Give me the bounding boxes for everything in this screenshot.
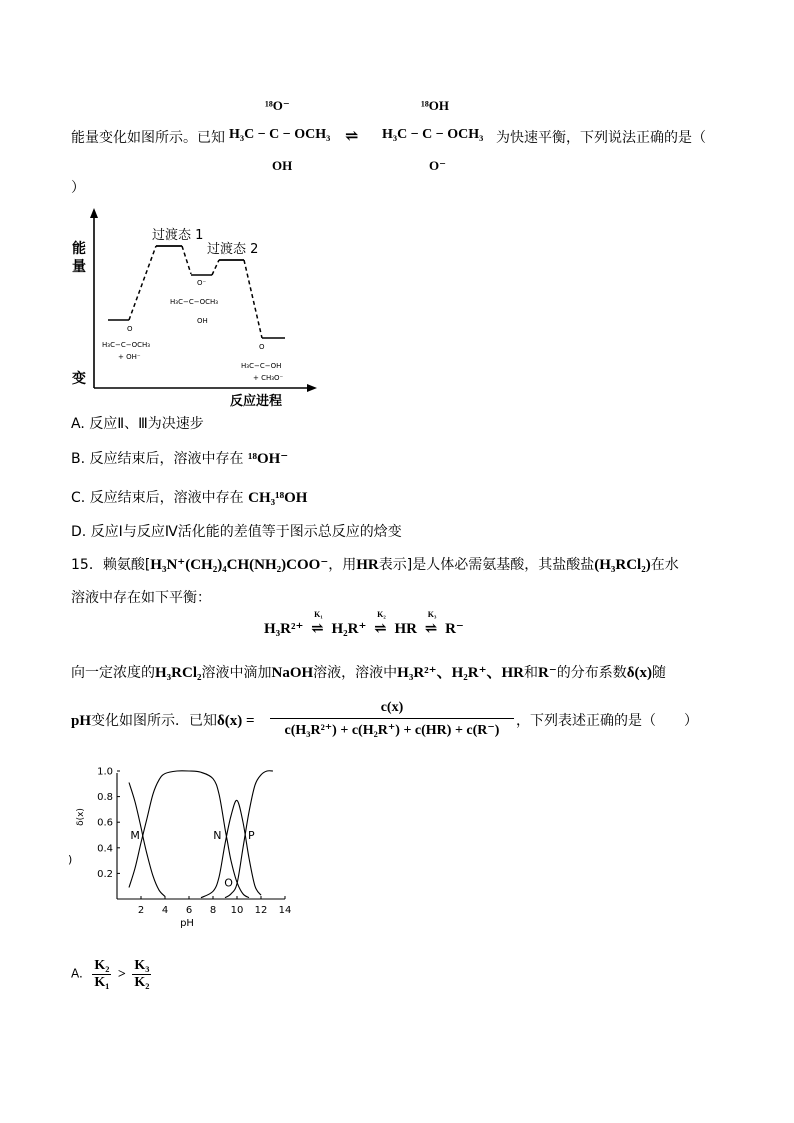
- lhs-numerator: K₂: [94, 958, 110, 973]
- fraction-numerator: c(x): [270, 700, 514, 719]
- product-line2: H₃C−C−OH: [241, 362, 282, 370]
- path-3: [212, 260, 219, 275]
- y-label-bottom: 变: [72, 371, 86, 387]
- q15-mid2: 表示]是人体必需氨基酸，其盐酸盐: [378, 557, 595, 573]
- reactant-line1: O: [127, 325, 133, 333]
- l3e: 随: [652, 665, 667, 681]
- l3b: 溶液中滴加: [201, 665, 272, 681]
- ts1-label: 过渡态 1: [152, 228, 204, 243]
- rhs-denominator: K₂: [134, 975, 150, 990]
- option-c-letter: C.: [71, 490, 86, 506]
- option-b: [71, 449, 288, 469]
- l4a: 变化如图所示．已知: [91, 713, 218, 729]
- option-a-letter: A.: [71, 416, 85, 432]
- option-a-text: 反应Ⅱ、Ⅲ为决速步: [89, 416, 204, 432]
- y-label-top-1: 能: [72, 241, 86, 257]
- product-line1: O: [259, 343, 265, 351]
- option-a: [71, 414, 204, 434]
- rhs-numerator: K₃: [134, 958, 150, 973]
- species-hr: HR: [394, 621, 417, 637]
- q15-tail: 在水: [650, 557, 679, 573]
- intro-suffix: 为快速平衡，下列说法正确的是（: [496, 130, 706, 146]
- l3-salt: H₃RCl₂: [155, 665, 202, 681]
- q15-option-a-letter: A.: [71, 966, 83, 981]
- x-axis-label: pH: [180, 918, 194, 929]
- x-axis-arrow: [307, 384, 317, 392]
- q15-mid: ，用: [328, 557, 357, 573]
- species-r: R⁻: [445, 621, 464, 637]
- k1-label: K₁: [314, 610, 323, 619]
- l3d: 的分布系数: [556, 665, 627, 681]
- l3-r: R⁻: [538, 665, 557, 681]
- option-c-text: 反应结束后，溶液中存在: [89, 490, 244, 506]
- option-d-letter: D.: [71, 524, 87, 540]
- path-2: [182, 246, 191, 274]
- ts2-label: 过渡态 2: [207, 242, 259, 257]
- x-axis-label: 反应进程: [230, 394, 283, 409]
- lhs-denominator: K₁: [94, 975, 110, 990]
- right-structure-top: ¹⁸OH: [421, 98, 450, 113]
- point-label-o: O: [224, 876, 233, 890]
- l3-delta: δ(x): [626, 665, 653, 681]
- q15-option-a: [71, 958, 151, 991]
- option-d-text: 反应Ⅰ与反应Ⅳ活化能的差值等于图示总反应的焓变: [90, 524, 402, 540]
- q15-line1: [71, 555, 679, 575]
- intro-close-paren: ）: [71, 180, 85, 196]
- left-structure-bottom: OH: [272, 158, 293, 173]
- l3-naoh: NaOH: [271, 665, 314, 681]
- y-tick-label: 1.0: [97, 766, 113, 778]
- q15-line2: 溶液中存在如下平衡：: [71, 590, 211, 606]
- left-structure-main: H₃C − C − OCH₃: [229, 127, 331, 142]
- species-h3r: H₃R²⁺: [264, 621, 304, 637]
- path-4: [244, 260, 262, 338]
- intro-prefix: 能量变化如图所示。已知: [71, 130, 225, 146]
- x-tick-label: 10: [230, 905, 244, 916]
- l3a: 向一定浓度的: [71, 665, 155, 681]
- k2-label: K₂: [377, 610, 386, 619]
- point-label-n: N: [213, 829, 222, 842]
- axis-left-mark: ): [68, 853, 73, 866]
- fraction: [270, 700, 514, 739]
- q15-line4-left: [71, 711, 255, 731]
- x-tick-label: 6: [185, 905, 193, 916]
- x-tick-label: 14: [278, 905, 292, 916]
- l3c: 溶液，溶液中: [313, 665, 398, 681]
- q15-equilibrium: [264, 610, 464, 638]
- comparison-op: >: [117, 966, 126, 982]
- eq-arrow-1: ⇌: [311, 621, 324, 637]
- k3-label: K₃: [427, 610, 437, 619]
- right-structure-bottom: O⁻: [429, 158, 446, 173]
- y-tick-label: 0.2: [97, 868, 113, 880]
- option-b-formula: ¹⁸OH⁻: [247, 451, 289, 467]
- intermediate-line1: O⁻: [197, 279, 207, 287]
- l4-ph: pH: [71, 713, 92, 729]
- q15-salt: (H₃RCl₂): [594, 557, 651, 573]
- path-1: [129, 246, 156, 320]
- equilibrium-arrow: ⇌: [345, 128, 359, 145]
- y-axis-arrow: [90, 208, 98, 218]
- q15-lysine-formula: H₃N⁺(CH₂)₄CH(NH₂)COO⁻: [150, 557, 329, 573]
- eq-arrow-2: ⇌: [374, 621, 387, 637]
- distribution-chart: [60, 765, 300, 935]
- y-label-top-2: 量: [72, 259, 86, 275]
- delta-lhs: δ(x) =: [217, 713, 255, 729]
- y-axis-label: δ(x): [76, 808, 86, 826]
- chart-axes: [68, 767, 291, 930]
- option-b-letter: B.: [71, 451, 86, 467]
- product-line3: + CH₃O⁻: [253, 374, 284, 382]
- l3-and: 和: [524, 665, 538, 681]
- species-h2r: H₂R⁺: [331, 621, 367, 637]
- y-tick-label: 0.8: [97, 792, 113, 804]
- left-structure-top: ¹⁸O⁻: [265, 98, 290, 113]
- right-structure-main: H₃C − C − OCH₃: [382, 127, 484, 142]
- option-d: [71, 522, 402, 542]
- option-c: [71, 488, 307, 508]
- option-c-formula: CH₃¹⁸OH: [248, 490, 308, 506]
- energy-diagram: [66, 205, 326, 410]
- eq-arrow-3: ⇌: [424, 621, 438, 637]
- y-tick-label: 0.4: [97, 843, 113, 855]
- reactant-line3: + OH⁻: [118, 353, 141, 361]
- x-tick-label: 4: [161, 905, 169, 916]
- intermediate-line2: H₃C−C−OCH₃: [170, 298, 219, 306]
- y-tick-label: 0.6: [97, 817, 113, 829]
- q15-number: 15．赖氨酸[: [71, 557, 151, 573]
- l3-species: H₃R²⁺、H₂R⁺、HR: [397, 665, 524, 681]
- q15-line4-right: ，下列表述正确的是（ ）: [516, 713, 698, 729]
- x-tick-label: 8: [209, 905, 217, 916]
- q15-line3: [71, 663, 666, 683]
- point-label-m: M: [130, 829, 140, 842]
- x-tick-label: 12: [254, 905, 268, 916]
- reactant-line2: H₃C−C−OCH₃: [102, 341, 151, 349]
- point-label-p: P: [248, 829, 255, 842]
- q15-hr: HR: [356, 557, 379, 573]
- intermediate-line3: OH: [197, 317, 208, 325]
- option-b-text: 反应结束后，溶液中存在: [89, 451, 244, 467]
- fraction-denominator: c(H₃R²⁺) + c(H₂R⁺) + c(HR) + c(R⁻): [284, 723, 500, 738]
- x-tick-label: 2: [137, 905, 145, 916]
